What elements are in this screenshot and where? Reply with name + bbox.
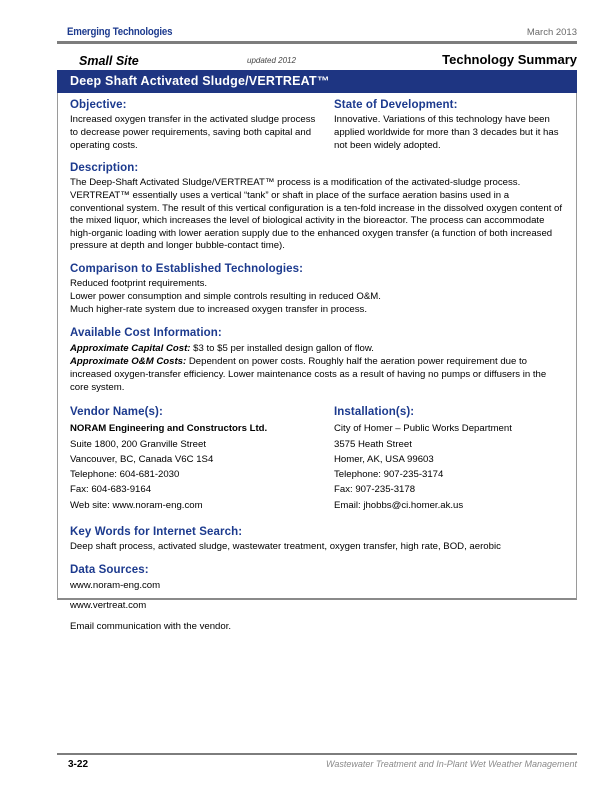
installation-address-line: 3575 Heath Street [334, 438, 412, 450]
objective-heading: Objective: [70, 99, 127, 111]
masthead-second-row [57, 52, 577, 69]
om-cost-line [70, 355, 564, 395]
comparison-heading: Comparison to Established Technologies: [70, 262, 304, 275]
keywords-body: Deep shaft process, activated sludge, wastewater treatment, oxygen transfer, high rate, BOD, aerobic [70, 540, 501, 552]
keywords-section [70, 526, 564, 554]
om-cost-text: Dependent on power costs. Roughly half the aeration power requirement due to increased oxygen-transfer efficiency. Lower maintenance costs as a result of having no pumps or diffusers in the core system. [70, 355, 547, 394]
comparison-section [70, 263, 564, 317]
installation-heading: Installation(s): [334, 406, 415, 419]
vendor-address-line: Suite 1800, 200 Granville Street [70, 438, 206, 450]
installation-email: Email: jhobbs@ci.homer.ak.us [334, 499, 464, 511]
installation-fax: Fax: 907-235-3178 [334, 484, 416, 496]
installation-section [334, 394, 564, 512]
footer-document-title: Wastewater Treatment and In-Plant Wet Weather Management [326, 759, 577, 769]
cost-section [70, 327, 564, 395]
data-source-line: www.noram-eng.com [70, 579, 161, 591]
description-body: The Deep-Shaft Activated Sludge/VERTREAT™ process is a modification of the activated-sludge process. VERTREAT™ essentially uses a vertical “tank” or shaft in place of the surface aeration basins used in a conventional system. The result of this vertical configuration is a ten-fold increase in the dissolved oxygen content of the mixed liquor, which increases the level of biological activity in the bioreactor. The process can accommodate high-organic loading with lower aeration supply due to the enhanced oxygen transfer (a function of both increased pressure at depth and longer bubble-contact time). [70, 177, 563, 252]
comparison-line: Lower power consumption and simple controls resulting in reduced O&M. [70, 290, 381, 302]
vendor-section [70, 394, 334, 512]
comparison-line: Reduced footprint requirements. [70, 277, 208, 289]
keywords-heading: Key Words for Internet Search: [70, 525, 243, 538]
masthead-rule [57, 41, 577, 44]
footer [57, 759, 577, 770]
page-number: 3-22 [68, 759, 89, 770]
vendor-installation-row [70, 394, 564, 512]
om-cost-label: Approximate O&M Costs: [70, 355, 187, 367]
data-sources-section [70, 564, 564, 633]
data-source-line: www.vertreat.com [70, 600, 147, 612]
vendor-address-line: Vancouver, BC, Canada V6C 1S4 [70, 453, 214, 465]
vendor-heading: Vendor Name(s): [70, 406, 163, 419]
vendor-phone: Telephone: 604-681-2030 [70, 469, 180, 481]
footer-rule [57, 753, 577, 755]
comparison-line: Much higher-rate system due to increased oxygen transfer in process. [70, 303, 368, 315]
description-section [70, 162, 564, 253]
publication-name: Emerging Technologies [67, 26, 173, 38]
data-sources-heading: Data Sources: [70, 563, 149, 576]
content-box [57, 93, 577, 632]
objective-section [70, 93, 334, 152]
state-of-development-body: Innovative. Variations of this technology have been applied worldwide for more than 3 decades but it has not been widely adopted. [334, 114, 559, 151]
capital-cost-text: $3 to $5 per installed design gallon of flow. [190, 342, 374, 354]
capital-cost-label: Approximate Capital Cost: [70, 342, 191, 354]
objective-body: Increased oxygen transfer in the activated sludge process to decrease power requirements, saving both capital and operating costs. [70, 114, 316, 151]
data-source-line: Email communication with the vendor. [70, 620, 232, 632]
objective-state-row [70, 93, 564, 152]
technology-title-banner: Deep Shaft Activated Sludge/VERTREAT™ [57, 70, 577, 93]
doc-type-label: Technology Summary [442, 52, 577, 67]
installation-name: City of Homer – Public Works Department [334, 423, 512, 435]
description-heading: Description: [70, 162, 139, 175]
state-of-development-section [334, 93, 564, 152]
installation-phone: Telephone: 907-235-3174 [334, 469, 444, 481]
cost-heading: Available Cost Information: [70, 326, 222, 339]
vendor-fax: Fax: 604-683-9164 [70, 484, 152, 496]
issue-date: March 2013 [526, 27, 577, 38]
installation-address-line: Homer, AK, USA 99603 [334, 453, 434, 465]
updated-label: updated 2012 [247, 56, 296, 65]
vendor-name: NORAM Engineering and Constructors Ltd. [70, 423, 268, 435]
state-of-development-heading: State of Development: [334, 99, 458, 111]
vendor-website: Web site: www.noram-eng.com [70, 499, 203, 511]
masthead [57, 26, 577, 69]
capital-cost-line [70, 342, 564, 355]
site-type-label: Small Site [79, 54, 139, 68]
masthead-top-row [57, 26, 577, 38]
